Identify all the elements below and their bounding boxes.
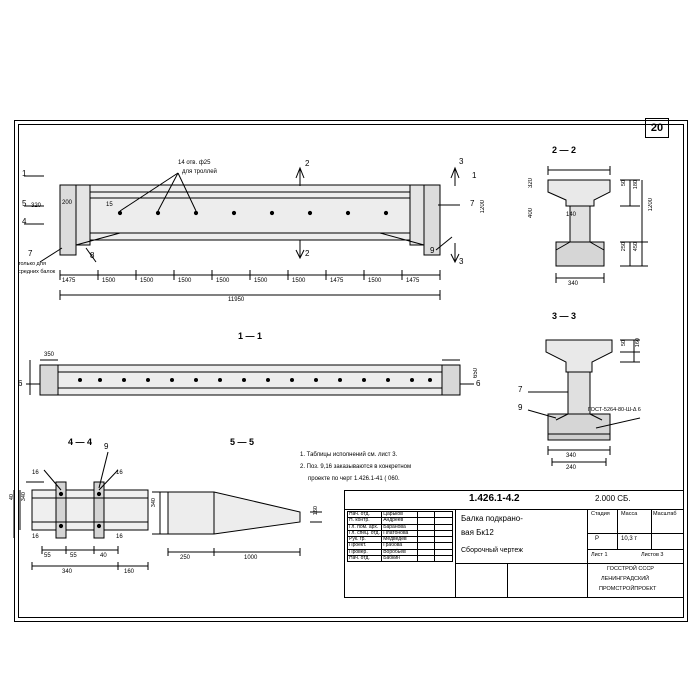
- section-1-1-dim-650: 650: [473, 368, 479, 379]
- org-line-2: ЛЕНИНГРАДСКИЙ: [601, 576, 650, 582]
- section-4-4-dim-40: 40: [100, 553, 107, 559]
- mass-value: 10,3 т: [621, 536, 638, 542]
- section-3-3-dim-160: 160: [635, 338, 641, 348]
- personnel-table: [347, 511, 453, 562]
- plan-mark-7-right: 7: [470, 199, 475, 208]
- section-2-2-dim-450: 450: [633, 242, 639, 252]
- org-line-1: ГОССТРОЙ СССР: [607, 566, 654, 572]
- plan-mark-9: 9: [430, 246, 435, 255]
- drawing-designation: 1.426.1-4.2: [469, 493, 520, 504]
- section-4-4-dim-340: 340: [21, 492, 27, 502]
- name-cell: Андреев: [382, 518, 417, 524]
- section-4-4-mark-16-b: 16: [116, 470, 123, 476]
- section-5-5-dim-250: 250: [180, 555, 191, 561]
- role-cell: Нач. отд.: [348, 512, 382, 518]
- scale-label: Масштаб: [653, 511, 677, 517]
- date-cell: [435, 555, 453, 561]
- name-cell: Царьков: [382, 512, 417, 518]
- section-4-4-mark-9: 9: [104, 442, 109, 451]
- section-3-3-weld-note: ГОСТ-5264-80-Ш-Δ 6: [588, 407, 641, 413]
- section-1-1-mark-6-right: 6: [476, 379, 481, 388]
- stage-label: Стадия: [591, 511, 610, 517]
- section-4-4-mark-16-c: 16: [32, 534, 39, 540]
- section-4-4-mark-16-a: 16: [32, 470, 39, 476]
- title-line-2: вая Бк12: [461, 528, 494, 537]
- plan-dim-chain-2: 1500: [102, 278, 116, 284]
- section-2-2-dim-320: 320: [528, 178, 534, 189]
- note-line-2: 2. Поз. 9,16 заказываются в конкретном: [300, 464, 412, 470]
- section-1-1-dim-350: 350: [44, 352, 55, 358]
- plan-dim-chain-8: 1475: [330, 278, 344, 284]
- page-number-box: 20: [645, 118, 669, 138]
- section-1-1-mark-6-left: 6: [18, 379, 23, 388]
- section-3-3-dim-50: 50: [621, 340, 627, 347]
- plan-mark-3-bottom: 3: [459, 257, 464, 266]
- section-4-4-mark-16-d: 16: [116, 534, 123, 540]
- section-5-5-dim-340: 340: [151, 498, 157, 508]
- name-cell: Баранова: [382, 524, 417, 530]
- section-5-5-title: 5 — 5: [230, 437, 255, 447]
- plan-dim-15: 15: [106, 202, 113, 208]
- role-cell: Рук. гр.: [348, 537, 382, 543]
- sig-cell: [417, 555, 435, 561]
- stage-value: Р: [595, 536, 600, 542]
- role-cell: Н. контр.: [348, 518, 382, 524]
- plan-dim-chain-10: 1475: [406, 278, 420, 284]
- section-4-4-dim-40: 40: [9, 494, 15, 501]
- section-2-2-dim-140: 140: [566, 212, 577, 218]
- plan-dim-chain-7: 1500: [292, 278, 306, 284]
- plan-dim-chain-4: 1500: [178, 278, 192, 284]
- plan-note-only-for-line2: средних балок: [18, 269, 56, 275]
- plan-callout-holes: 14 отв. ф25: [178, 160, 211, 166]
- plan-dim-chain-1: 1475: [62, 278, 76, 284]
- section-5-5-dim-1000: 1000: [244, 555, 258, 561]
- section-4-4-dim-340-b: 340: [62, 569, 73, 575]
- role-cell: Гл. спец. отд.: [349, 529, 380, 536]
- sheets-label: Листов 3: [641, 552, 664, 558]
- plan-dim-chain-5: 1500: [216, 278, 230, 284]
- role-cell: Провер.: [348, 549, 382, 555]
- role-cell: Гл. пом. арх.: [348, 524, 382, 530]
- plan-callout-holes-2: для троллей: [182, 169, 217, 175]
- name-cell: Воробьёв: [382, 549, 417, 555]
- section-2-2-dim-340: 340: [568, 281, 579, 287]
- plan-mark-2-top: 2: [305, 159, 310, 168]
- plan-mark-1-left-c: 4: [22, 217, 27, 226]
- section-2-2-dim-400: 400: [528, 208, 534, 219]
- drawing-set: 2.000 СБ.: [595, 494, 631, 503]
- name-cell: Платонова: [382, 530, 417, 536]
- name-cell: Грабова: [382, 543, 417, 549]
- note-line-1: 1. Таблицы исполнений см. лист 3.: [300, 452, 398, 458]
- section-5-5-dim-160: 160: [313, 506, 319, 516]
- section-2-2-dim-1200: 1200: [648, 198, 654, 212]
- section-4-4-dim-160: 160: [124, 569, 135, 575]
- section-3-3-dim-240: 240: [566, 465, 577, 471]
- plan-dim-200: 200: [62, 200, 73, 206]
- title-line-1: Балка подкрано-: [461, 514, 523, 523]
- plan-note-only-for-line1: только для: [18, 261, 46, 267]
- section-3-3-title: 3 — 3: [552, 311, 577, 321]
- table-row: [348, 555, 453, 561]
- section-1-1-title: 1 — 1: [238, 331, 263, 341]
- role-cell: Проект.: [348, 543, 382, 549]
- plan-mark-8: 8: [90, 251, 95, 260]
- plan-dim-1200: 1200: [480, 200, 486, 214]
- plan-dim-total: 11950: [228, 297, 245, 303]
- plan-mark-2-bottom: 2: [305, 249, 310, 258]
- plan-mark-3-top: 3: [459, 157, 464, 166]
- section-3-3-dim-340: 340: [566, 453, 577, 459]
- role-cell: Нач. отд.: [348, 555, 382, 561]
- sheet-label: Лист 1: [591, 552, 608, 558]
- plan-mark-1-left-a: 1: [22, 169, 27, 178]
- plan-mark-7-left: 7: [28, 249, 33, 258]
- plan-dim-320: 320: [31, 203, 42, 209]
- plan-mark-1-right: 1: [472, 171, 477, 180]
- name-cell: Бабкин: [382, 555, 417, 561]
- plan-mark-1-left-b: 5: [22, 199, 27, 208]
- section-2-2-title: 2 — 2: [552, 145, 577, 155]
- section-2-2-dim-50: 50: [621, 180, 627, 187]
- section-4-4-title: 4 — 4: [68, 437, 93, 447]
- section-2-2-dim-180: 180: [633, 180, 639, 190]
- section-2-2-dim-250: 250: [621, 242, 627, 252]
- mass-label: Масса: [621, 511, 638, 517]
- section-4-4-dim-55-b: 55: [70, 553, 77, 559]
- title-block: [344, 490, 684, 598]
- plan-dim-chain-3: 1500: [140, 278, 154, 284]
- section-4-4-dim-55-a: 55: [44, 553, 51, 559]
- note-line-3: проекте по черт 1.426.1-41 ( 060.: [308, 476, 400, 482]
- name-cell: Медведев: [382, 537, 417, 543]
- org-line-3: ПРОМСТРОЙПРОЕКТ: [599, 586, 657, 592]
- section-3-3-mark-9: 9: [518, 403, 523, 412]
- section-3-3-mark-7: 7: [518, 385, 523, 394]
- plan-dim-chain-9: 1500: [368, 278, 382, 284]
- title-line-3: Сборочный чертеж: [461, 547, 523, 554]
- plan-dim-chain-6: 1500: [254, 278, 268, 284]
